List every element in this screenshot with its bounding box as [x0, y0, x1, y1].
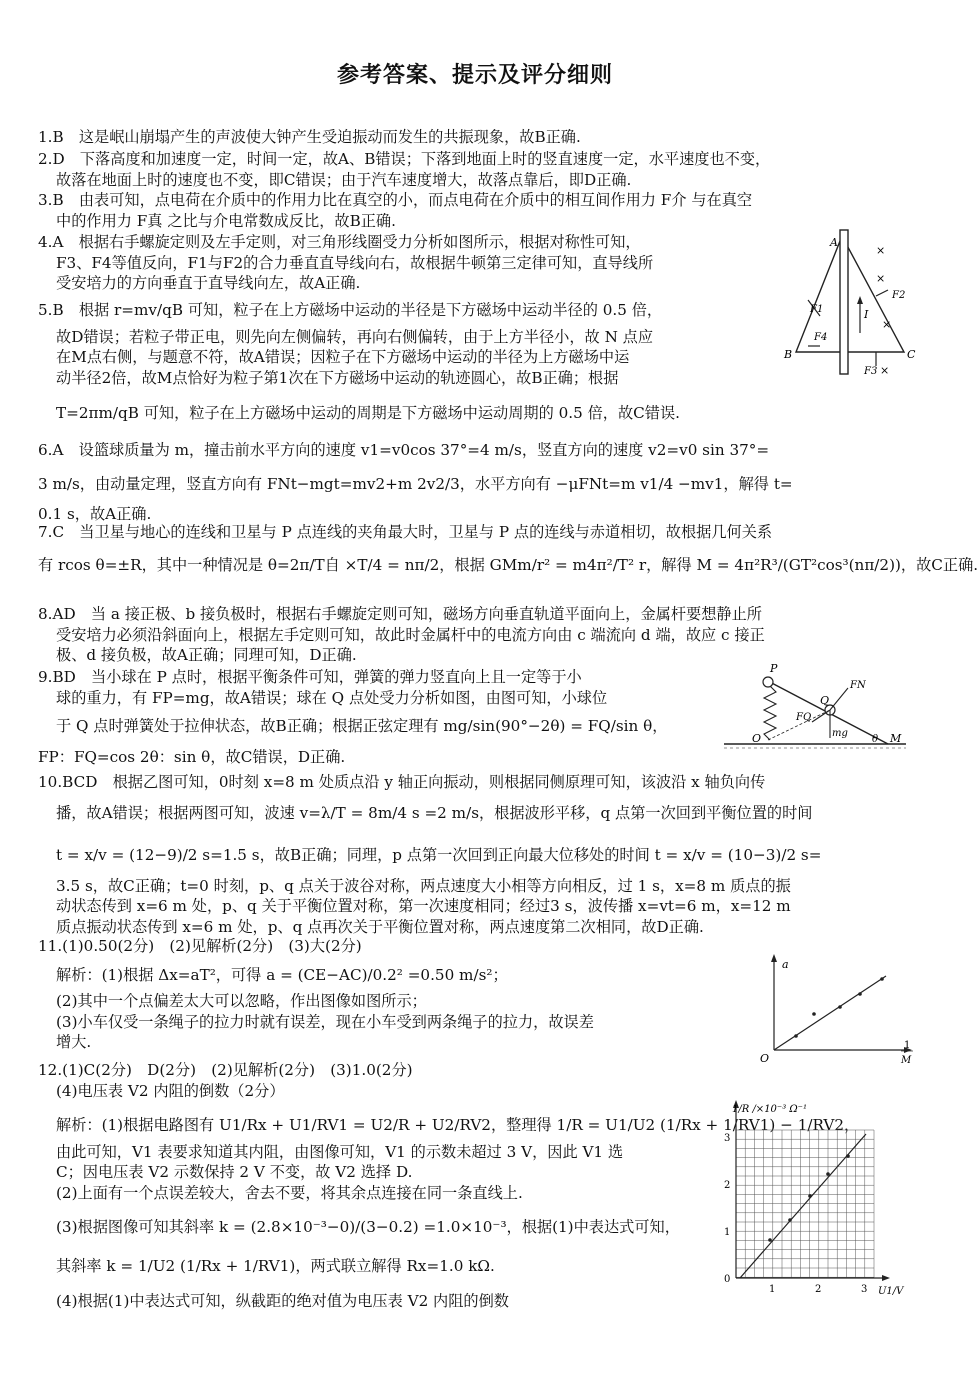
- answer-line: (3)小车仅受一条绳子的拉力时就有误差，现在小车受到两条绳子的拉力，故误差: [56, 1012, 594, 1031]
- answer-line: 有 rcos θ=±R，其中一种情况是 θ=2π/T自 ×T/4 = nπ/2，根据 GMm/r² = m4π²/T² r，解得 M = 4π²R³/(GT²cos³(nπ/2))，故C正确.: [38, 555, 978, 574]
- label-p: P: [770, 662, 778, 675]
- label-q: Q: [820, 694, 830, 707]
- cross-mark: ×: [876, 244, 886, 257]
- answer-line: (2)上面有一个点误差较大，舍去不要，将其余点连接在同一条直线上.: [56, 1183, 523, 1202]
- y-tick-2: 2: [724, 1180, 731, 1191]
- answer-line: 解析：(1)根据电路图有 U1/Rx + U1/RV1 = U2/R + U2/RV2，整理得 1/R = U1/U2 (1/Rx + 1/RV1) − 1/RV2，: [56, 1116, 860, 1134]
- page-title: 参考答案、提示及评分细则: [336, 63, 613, 88]
- y-axis-arrow: [771, 954, 777, 962]
- label-o: O: [752, 732, 762, 745]
- answer-line: 在M点右侧，与题意不符，故A错误；因粒子在下方磁场中运动的半径为上方磁场中运: [56, 348, 630, 366]
- label-f1: F1: [810, 304, 824, 315]
- answer-2: [38, 149, 914, 190]
- fn-arrow: [830, 688, 848, 710]
- triangle-coil-diagram: [780, 228, 920, 378]
- answer-line: 8.AD 当 a 接正极、b 接负极时，根据右手螺旋定则可知，磁场方向垂直轨道平面向上，金属杆要想静止所: [38, 605, 762, 623]
- answer-line: 故D错误；若粒子带正电，则先向左侧偏转，再向右侧偏转，由于上方半径小，故 N 点应: [56, 327, 654, 346]
- data-point: [812, 1012, 816, 1016]
- f2-arrow: [876, 290, 888, 296]
- answer-line: 故落在地面上时的速度也不变，即C错误；由于汽车速度增大，故落点靠后，即D正确.: [56, 170, 632, 189]
- label-m: M: [890, 732, 902, 745]
- answer-line: 3.B 由表可知，点电荷在介质中的作用力比在真空的小，而点电荷在介质中的相互间作用力 F介 与在真空: [38, 191, 753, 209]
- answer-line: 于 Q 点时弹簧处于拉伸状态，故B正确；根据正弦定理有 mg/sin(90°−2θ) = FQ/sin θ，: [56, 717, 668, 735]
- cross-mark: ×: [880, 364, 890, 377]
- answer-line: 增大.: [56, 1033, 92, 1051]
- answer-10: [38, 772, 914, 937]
- x-axis-label-num: 1: [904, 1040, 911, 1051]
- answer-3: [38, 190, 914, 231]
- answer-line: 10.BCD 根据乙图可知，0时刻 x=8 m 处质点沿 y 轴正向振动，则根据同侧原理可知，该波沿 x 轴负向传: [38, 773, 766, 791]
- current-arrowhead: [857, 296, 863, 304]
- data-point: [794, 1034, 798, 1038]
- x-axis-arrow: [882, 1275, 890, 1281]
- answer-5: [38, 300, 778, 388]
- origin-label: O: [760, 1052, 770, 1065]
- answer-line: 球的重力，有 FP=mg，故A错误；球在 Q 点处受力分析如图，由图可知，小球位: [56, 688, 608, 707]
- spring: [764, 686, 776, 740]
- x-axis-label: U1/V: [878, 1286, 904, 1297]
- answer-line: 1.B 这是岷山崩塌产生的声波使大钟产生受迫振动而发生的共振现象，故B正确.: [38, 128, 581, 146]
- ball-p: [763, 677, 773, 687]
- data-point: [858, 992, 862, 996]
- label-a: A: [830, 236, 838, 249]
- answer-line: 播，故A错误；根据两图可知，波速 v=λ/T = 8m/4 s =2 m/s，根据波形平移，q 点第一次回到平衡位置的时间: [56, 803, 813, 822]
- answer-6: [38, 440, 914, 525]
- answer-line: 质点振动状态传到 x=6 m 处，p、q 点再次关于平衡位置对称，两点速度第二次相同，故D正确.: [56, 917, 704, 936]
- label-f3: F3: [864, 366, 878, 377]
- cut-off-line: [38, 1286, 738, 1310]
- graph-12: [706, 1094, 916, 1306]
- cross-mark: ×: [882, 318, 892, 331]
- answer-line: 2.D 下落高度和加速度一定，时间一定，故A、B错误；下落到地面上时的竖直速度一定，水平速度也不变，: [38, 150, 771, 168]
- answer-line: (4)根据(1)中表达式可知，纵截距的绝对值为电压表 V2 内阻的倒数: [56, 1292, 509, 1310]
- cross-mark: ×: [876, 272, 886, 285]
- label-fq: FQ: [796, 712, 812, 723]
- graph-12-figure: [706, 1094, 916, 1306]
- answer-line: 3 m/s，由动量定理，竖直方向有 FNt−mgt=mv2+m 2v2/3，水平方向有 −μFNt=m v1/4 −mv1，解得 t=: [38, 474, 793, 493]
- fit-line: [774, 976, 886, 1050]
- answer-line: 3.5 s，故C正确；t=0 时刻，p、q 点关于波谷对称，两点速度大小相等方向相反，过 1 s，x=8 m 质点的振: [56, 876, 791, 895]
- answer-line: 解析：(1)根据 Δx=aT²，可得 a = (CE−AC)/0.2² =0.50 m/s²；: [56, 965, 508, 984]
- data-point: [808, 1194, 812, 1198]
- answer-8: [38, 604, 914, 666]
- y-axis-label: 1/R /×10⁻³ Ω⁻¹: [732, 1104, 807, 1115]
- label-b: B: [784, 348, 793, 361]
- answer-line: 其斜率 k = 1/U2 (1/Rx + 1/RV1)，两式联立解得 Rx=1.0 kΩ.: [56, 1256, 495, 1275]
- answer-1: [38, 127, 914, 148]
- answer-line: 0.1 s，故A正确.: [38, 505, 152, 523]
- answer-line: 6.A 设篮球质量为 m，撞击前水平方向的速度 v1=v0cos 37°=4 m/s，竖直方向的速度 v2=v0 sin 37°=: [38, 441, 770, 459]
- label-f2: F2: [892, 290, 906, 301]
- answer-line: T=2πm/qB 可知，粒子在上方磁场中运动的周期是下方磁场中运动周期的 0.5 倍，故C错误.: [56, 404, 680, 422]
- answer-line: 11.(1)0.50(2分) (2)见解析(2分) (3)大(2分): [38, 937, 362, 955]
- data-point: [846, 1154, 850, 1158]
- answer-line: 7.C 当卫星与地心的连线和卫星与 P 点连线的夹角最大时，卫星与 P 点的连线与赤道相切，故根据几何关系: [38, 523, 773, 541]
- straight-wire: [840, 230, 848, 374]
- label-mg: mg: [832, 728, 848, 739]
- answer-4: [38, 232, 778, 294]
- x-tick-3: 3: [861, 1284, 868, 1295]
- data-point: [880, 977, 884, 981]
- answer-9: [38, 667, 718, 767]
- answer-11: [38, 936, 758, 1053]
- answer-line: 动半径2倍，故M点恰好为粒子第1次在下方磁场中运动的轨迹圆心，故B正确；根据: [56, 368, 619, 387]
- answer-line: 12.(1)C(2分) D(2分) (2)见解析(2分) (3)1.0(2分): [38, 1061, 413, 1079]
- answer-line: t = x/v = (12−9)/2 s=1.5 s，故B正确；同理，p 点第一次回到正向最大位移处的时间 t = x/v = (10−3)/2 s=: [56, 846, 822, 864]
- answer-line: 5.B 根据 r=mv/qB 可知，粒子在上方磁场中运动的半径是下方磁场中运动半径的 0.5 倍，: [38, 301, 663, 319]
- answer-line: (2)其中一个点偏差太大可以忽略，作出图像如图所示；: [56, 992, 427, 1010]
- answer-7: [38, 522, 978, 575]
- answer-line: (3)根据图像可知其斜率 k = (2.8×10⁻³−0)/(3−0.2) =1.0×10⁻³，根据(1)中表达式可知，: [56, 1218, 680, 1236]
- x-axis-label-den: M: [901, 1055, 912, 1066]
- answer-line: 9.BD 当小球在 P 点时，根据平衡条件可知，弹簧的弹力竖直向上且一定等于小: [38, 668, 582, 686]
- origin-label: 0: [724, 1274, 731, 1285]
- answer-line: 动状态传到 x=6 m 处，p、q 关于平衡位置对称，第一次速度相同；经过3 s，波传播 x=vt=6 m，x=12 m: [56, 897, 791, 915]
- data-point: [838, 1005, 842, 1009]
- answer-line: 受安培力的方向垂直于直导线向左，故A正确.: [56, 274, 361, 292]
- label-c: C: [907, 348, 916, 361]
- label-theta: θ: [872, 734, 879, 745]
- answer-line: 中的作用力 F真 之比与介电常数成反比，故B正确.: [56, 211, 396, 230]
- label-fn: FN: [850, 680, 866, 691]
- y-tick-1: 1: [724, 1227, 731, 1238]
- answer-line: 4.A 根据右手螺旋定则及左手定则，对三角形线圈受力分析如图所示，根据对称性可知，: [38, 233, 641, 251]
- data-point: [788, 1218, 792, 1222]
- y-axis-label: a: [782, 958, 789, 971]
- y-tick-3: 3: [724, 1133, 731, 1144]
- answer-line: 由此可知，V1 表要求知道其内阻，由图像可知，V1 的示数未超过 3 V，因此 V1 选: [56, 1142, 624, 1161]
- graph-11-figure: [758, 950, 920, 1075]
- answer-line: F3、F4等值反向，F1与F2的合力垂直直导线向右，故根据牛顿第三定律可知，直导线所: [56, 253, 654, 272]
- graph-11: [758, 950, 920, 1075]
- data-point: [826, 1172, 830, 1176]
- fq-arrow: [812, 710, 830, 722]
- triangle-coil-figure: [780, 228, 920, 378]
- label-i: I: [864, 308, 869, 321]
- incline-figure: [720, 660, 910, 755]
- answer-5-tail: [38, 403, 914, 424]
- answer-line: 受安培力必须沿斜面向上，根据左手定则可知，故此时金属杆中的电流方向由 c 端流向 d 端，故应 c 接正: [56, 625, 765, 644]
- data-point: [768, 1238, 772, 1242]
- triangle-coil: [796, 236, 904, 352]
- label-f4: F4: [814, 332, 828, 343]
- x-tick-1: 1: [769, 1284, 776, 1295]
- answer-line: FP：FQ=cos 2θ：sin θ，故C错误，D正确.: [38, 747, 346, 766]
- answer-line: 极、d 接负极，故A正确；同理可知，D正确.: [56, 646, 357, 664]
- answer-line: (4)电压表 V2 内阻的倒数（2分）: [56, 1081, 285, 1100]
- answer-line: C；因电压表 V2 示数保持 2 V 不变，故 V2 选择 D.: [56, 1163, 413, 1181]
- incline-diagram: [720, 660, 910, 755]
- x-tick-2: 2: [815, 1284, 822, 1295]
